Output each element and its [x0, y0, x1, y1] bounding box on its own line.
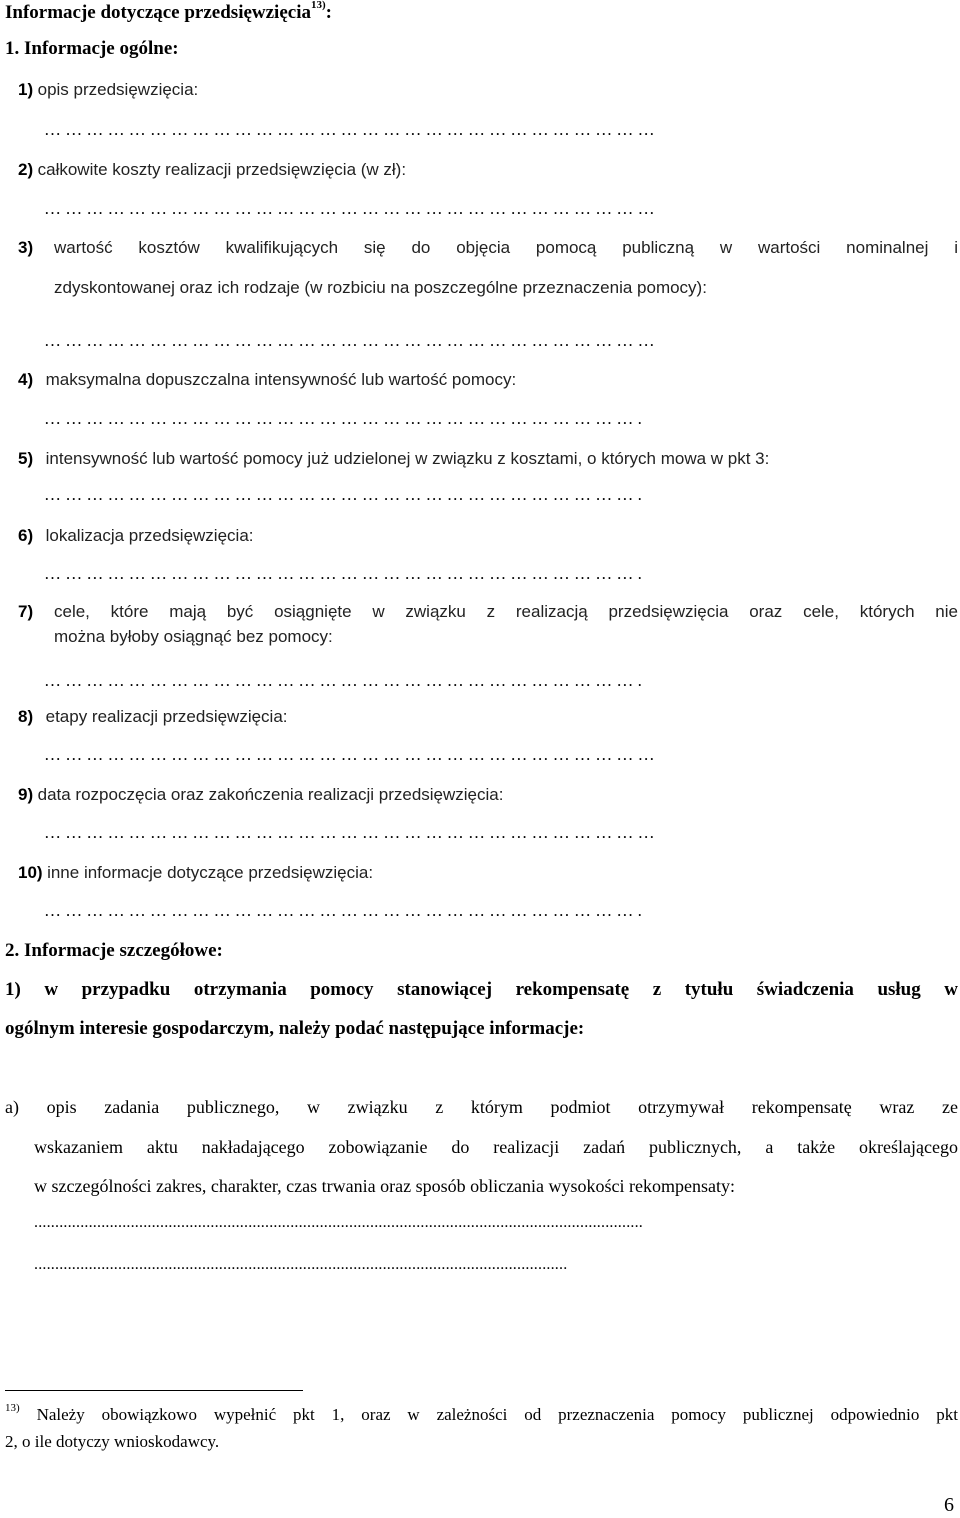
section-2-title: 2. Informacje szczegółowe: — [5, 940, 223, 961]
fill-line-item-a-1: ................................................................................................................................................. — [34, 1214, 643, 1231]
heading-colon: : — [325, 2, 332, 23]
item-label: etapy realizacji przedsięwzięcia: — [45, 707, 288, 726]
item-number: 1) — [18, 80, 34, 99]
fill-line-item-4: …………………………………………………………………………. — [44, 409, 647, 428]
fill-line-item-2: …………………………………………………………………………… — [44, 199, 659, 218]
item-9 — [18, 784, 503, 805]
item-a-line-2: wskazaniem aktu nakładającego zobowiązanie do realizacji zadań publicznych, a także określającego — [34, 1137, 958, 1157]
heading-text: Informacje dotyczące przedsięwzięcia — [5, 2, 311, 23]
item-label: lokalizacja przedsięwzięcia: — [45, 526, 254, 545]
item-label-line-1: cele, które mają być osiągnięte w związku z realizacją przedsięwzięcia oraz cele, których nie — [54, 602, 958, 621]
item-a-line-1: a) opis zadania publicznego, w związku z którym podmiot otrzymywał rekompensatę wraz ze — [5, 1097, 958, 1117]
fill-line-item-9: …………………………………………………………………………… — [44, 823, 659, 842]
item-7-label-line-2: można byłoby osiągnąć bez pomocy: — [54, 627, 333, 646]
item-number: 2) — [18, 160, 34, 179]
section-1-title: 1. Informacje ogólne: — [5, 38, 179, 59]
item-label: maksymalna dopuszczalna intensywność lub wartość pomocy: — [45, 370, 517, 389]
section-2-item-1-line-1: 1) w przypadku otrzymania pomocy stanowiącej rekompensatę z tytułu świadczenia usług w — [5, 979, 958, 1000]
item-number: 8) — [18, 707, 34, 726]
fill-line-item-8: …………………………………………………………………………… — [44, 745, 659, 764]
item-number: 7) — [18, 602, 34, 621]
item-number: 6) — [18, 526, 34, 545]
fill-line-item-7: …………………………………………………………………………. — [44, 671, 647, 690]
footnote-line-2: 2, o ile dotyczy wnioskodawcy. — [5, 1432, 220, 1451]
footnote-mark: 13) — [5, 1402, 20, 1414]
item-label-line-1: wartość kosztów kwalifikujących się do objęcia pomocą publiczną w wartości nominalnej i — [54, 238, 958, 257]
item-number: 10) — [18, 863, 43, 882]
page-number: 6 — [944, 1494, 954, 1516]
fill-line-item-10: …………………………………………………………………………. — [44, 901, 647, 920]
item-3-label-line-2: zdyskontowanej oraz ich rodzaje (w rozbiciu na poszczególne przeznaczenia pomocy): — [54, 278, 707, 297]
item-number: 5) — [18, 449, 34, 468]
item-label: całkowite koszty realizacji przedsięwzięcia (w zł): — [37, 160, 407, 179]
item-label: inne informacje dotyczące przedsięwzięcia: — [47, 863, 374, 882]
item-1 — [18, 79, 198, 100]
fill-line-item-a-2: ............................................................................................................................... — [34, 1256, 568, 1273]
item-6 — [18, 525, 254, 546]
item-4 — [18, 369, 516, 390]
item-a-line-3: w szczególności zakres, charakter, czas trwania oraz sposób obliczania wysokości rekompensaty: — [34, 1176, 736, 1196]
item-label: opis przedsięwzięcia: — [37, 80, 199, 99]
fill-line-item-1: …………………………………………………………………………… — [44, 120, 659, 139]
section-2-item-1-line-2: ogólnym interesie gospodarczym, należy podać następujące informacje: — [5, 1018, 585, 1039]
item-number: 9) — [18, 785, 34, 804]
item-label: intensywność lub wartość pomocy już udzielonej w związku z kosztami, o których mowa w pkt 3: — [45, 449, 770, 468]
item-2 — [18, 159, 406, 180]
footnote-text: Należy obowiązkowo wypełnić pkt 1, oraz w zależności od przeznaczenia pomocy publicznej odpowiednio pkt — [36, 1405, 958, 1424]
fill-line-item-3: …………………………………………………………………………… — [44, 331, 659, 350]
footnote-line-1 — [5, 1402, 958, 1425]
item-8 — [18, 706, 288, 727]
footnote-separator — [5, 1390, 303, 1391]
item-label: data rozpoczęcia oraz zakończenia realizacji przedsięwzięcia: — [37, 785, 504, 804]
item-5 — [18, 448, 769, 469]
item-10 — [18, 862, 373, 883]
fill-line-item-5: …………………………………………………………………………. — [44, 485, 647, 504]
fill-line-item-6: …………………………………………………………………………. — [44, 564, 647, 583]
item-number: 4) — [18, 370, 34, 389]
item-number: 3) — [18, 238, 34, 257]
footnote-reference: 13) — [311, 0, 326, 11]
document-heading — [5, 2, 332, 24]
